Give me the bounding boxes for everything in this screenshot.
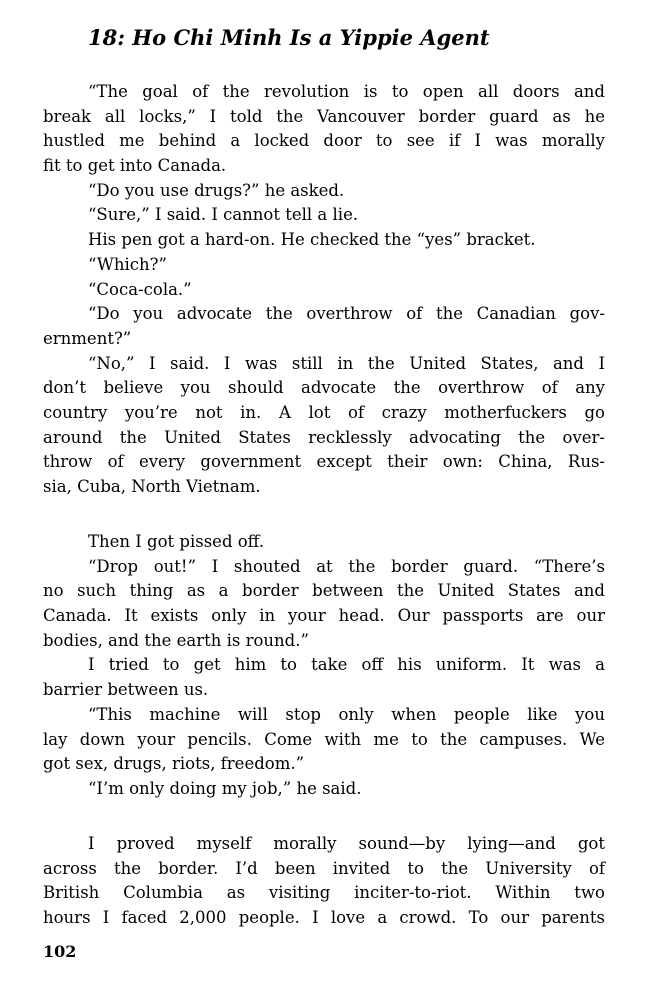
text-line: hours I faced 2,000 people. I love a crowd. To our parents (43, 908, 605, 928)
text-line: don’t believe you should advocate the overthrow of any (43, 378, 605, 398)
text-line: country you’re not in. A lot of crazy motherfuckers go (43, 402, 605, 422)
text-line: sia, Cuba, North Vietnam. (43, 477, 261, 496)
text-line: fit to get into Canada. (43, 156, 227, 176)
text-block (43, 530, 605, 802)
text-line: across the border. I’d been invited to the University of (43, 858, 605, 878)
text-line: no such thing as a border between the United States and (43, 581, 605, 601)
text-line: “Sure,” I said. I cannot tell a lie. (88, 205, 359, 225)
text-line: British Columbia as visiting inciter-to-riot. Within two (43, 883, 605, 903)
text-line: “Coca-cola.” (88, 279, 192, 299)
text-block (43, 80, 605, 500)
text-line: I tried to get him to take off his uniform. It was a (88, 655, 605, 675)
text-line: hustled me behind a locked door to see if I was morally (43, 131, 605, 151)
text-line: bodies, and the earth is round.” (43, 630, 309, 650)
text-line: barrier between us. (43, 680, 209, 700)
text-line: got sex, drugs, riots, freedom.” (43, 754, 305, 774)
text-line: break all locks,” I told the Vancouver border guard as he (43, 106, 605, 126)
text-line: around the United States recklessly advocating the over- (43, 427, 605, 447)
chapter-title: 18: Ho Chi Minh Is a Yippie Agent (88, 25, 490, 50)
text-line: “I’m only doing my job,” he said. (88, 778, 362, 798)
text-line: “Do you use drugs?” he asked. (88, 180, 345, 200)
text-line: lay down your pencils. Come with me to the campuses. We (43, 729, 605, 749)
text-line: “Do you advocate the overthrow of the Canadian gov- (88, 304, 605, 324)
text-line: “This machine will stop only when people like you (88, 704, 605, 724)
text-line: His pen got a hard-on. He checked the “yes” bracket. (88, 230, 536, 250)
text-line: throw of every government except their own: China, Rus- (43, 452, 605, 472)
text-block (43, 832, 605, 931)
text-line: “Which?” (88, 254, 167, 274)
text-line: “Drop out!” I shouted at the border guard. “There’s (88, 556, 605, 576)
text-line: “The goal of the revolution is to open all doors and (88, 82, 605, 101)
text-line: I proved myself morally sound—by lying—and got (88, 834, 605, 853)
text-line: ernment?” (43, 328, 132, 348)
text-line: Canada. It exists only in your head. Our passports are our (43, 606, 605, 626)
page-number: 102 (43, 942, 77, 961)
text-line: Then I got pissed off. (88, 532, 265, 551)
text-line: “No,” I said. I was still in the United States, and I (88, 353, 605, 373)
